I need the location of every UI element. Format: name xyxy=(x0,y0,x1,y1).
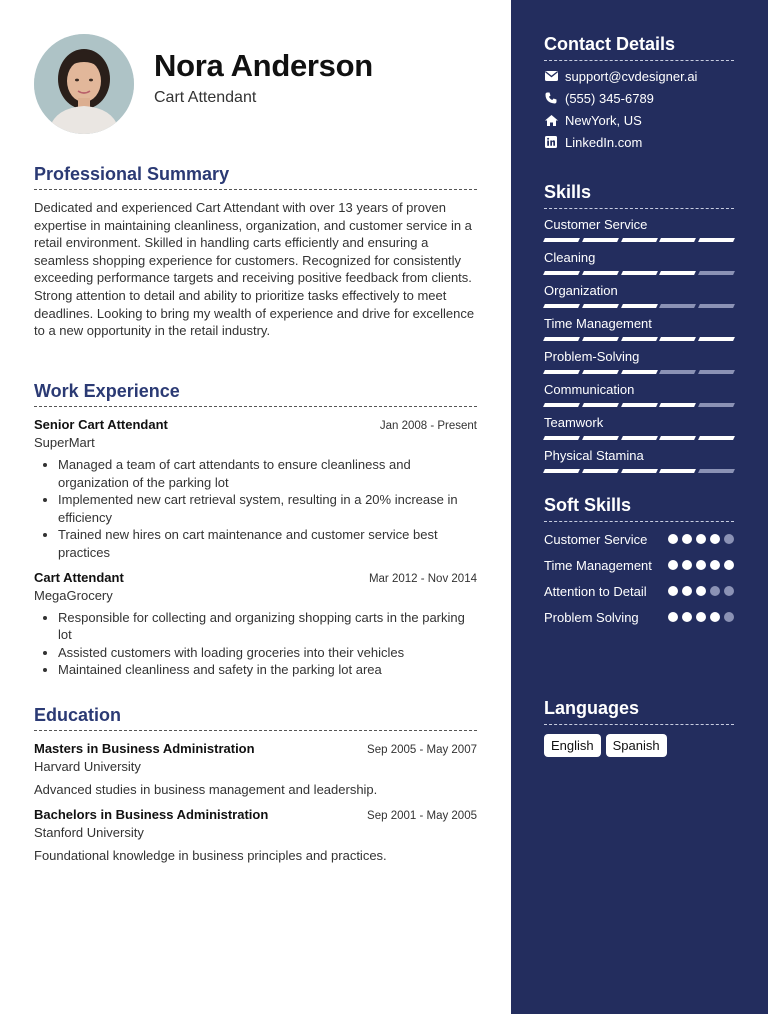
soft-skills-list xyxy=(544,531,734,626)
rating-dot xyxy=(724,534,734,544)
job-company: SuperMart xyxy=(34,435,95,450)
skill-level-segment xyxy=(543,370,580,374)
job-title: Senior Cart Attendant xyxy=(34,417,168,432)
education-entry xyxy=(34,741,477,797)
job-bullet: • Responsible for collecting and organizing shopping carts in the parking lot xyxy=(58,609,477,644)
skill-name: Time Management xyxy=(544,316,652,331)
skill-level-segment xyxy=(582,271,619,275)
languages-list xyxy=(544,734,734,757)
rating-dot xyxy=(682,612,692,622)
rating-dot xyxy=(710,560,720,570)
rating-dot xyxy=(710,612,720,622)
candidate-name: Nora Anderson xyxy=(154,48,373,83)
phone-text: (555) 345-6789 xyxy=(565,90,654,106)
contact-phone[interactable] xyxy=(544,91,734,105)
job-bullet: • Trained new hires on cart maintenance and customer service best practices xyxy=(58,526,477,561)
language-badge: Spanish xyxy=(606,734,667,757)
soft-skill-name: Attention to Detail xyxy=(544,584,647,599)
skill-name: Communication xyxy=(544,382,635,397)
skill-level-segment xyxy=(543,238,580,242)
skill-item xyxy=(544,217,734,242)
skill-level-bar xyxy=(544,304,734,308)
home-icon xyxy=(544,114,558,127)
skill-level-segment xyxy=(582,304,619,308)
degree-title: Bachelors in Business Administration xyxy=(34,807,269,822)
soft-skills-section xyxy=(544,495,734,626)
degree-description: Foundational knowledge in business principles and practices. xyxy=(34,848,387,863)
skills-title: Skills xyxy=(544,182,734,209)
skill-level-segment xyxy=(659,271,696,275)
skills-section xyxy=(544,182,734,473)
soft-skill-rating xyxy=(668,586,734,596)
skill-level-segment xyxy=(698,238,735,242)
job-bullet: • Maintained cleanliness and safety in the parking lot area xyxy=(58,661,477,679)
job-date: Jan 2008 - Present xyxy=(379,420,477,432)
skills-list xyxy=(544,217,734,473)
job-bullets xyxy=(34,609,477,679)
skill-level-segment xyxy=(543,271,580,275)
skill-level-segment xyxy=(621,403,658,407)
rating-dot xyxy=(668,560,678,570)
rating-dot xyxy=(668,534,678,544)
job-entry xyxy=(34,417,477,562)
rating-dot xyxy=(710,534,720,544)
rating-dot xyxy=(696,534,706,544)
skill-level-segment xyxy=(543,304,580,308)
degree-description: Advanced studies in business management and leadership. xyxy=(34,782,378,797)
skill-level-segment xyxy=(582,469,619,473)
skill-item xyxy=(544,448,734,473)
skill-level-segment xyxy=(582,370,619,374)
skill-level-segment xyxy=(582,337,619,341)
rating-dot xyxy=(696,612,706,622)
skill-level-segment xyxy=(543,436,580,440)
job-bullet: • Managed a team of cart attendants to ensure cleanliness and organization of the parking lot xyxy=(58,456,477,491)
soft-skill-item xyxy=(544,609,734,626)
contact-email[interactable] xyxy=(544,69,734,83)
skill-item xyxy=(544,349,734,374)
soft-skill-name: Time Management xyxy=(544,558,652,573)
skill-level-segment xyxy=(659,436,696,440)
rating-dot xyxy=(724,560,734,570)
profile-photo xyxy=(34,34,134,134)
soft-skill-rating xyxy=(668,534,734,544)
skill-level-segment xyxy=(698,469,735,473)
job-entry xyxy=(34,570,477,679)
skill-item xyxy=(544,415,734,440)
skill-level-segment xyxy=(659,370,696,374)
skill-level-bar xyxy=(544,403,734,407)
skill-level-segment xyxy=(659,469,696,473)
skill-level-segment xyxy=(621,469,658,473)
job-bullet: • Assisted customers with loading groceries into their vehicles xyxy=(58,644,477,662)
degree-date: Sep 2001 - May 2005 xyxy=(367,810,477,822)
skill-level-segment xyxy=(698,436,735,440)
skill-level-segment xyxy=(543,403,580,407)
skill-name: Customer Service xyxy=(544,217,648,232)
summary-text: Dedicated and experienced Cart Attendant with over 13 years of proven expertise in maintaining cleanliness, organization, and customer service in a retail environment. Skilled in handling carts efficiently and ensuring a seamless shopping experience for customers. Recognized for consistently exceeding performance targets and receiving positive feedback from clients. Strong attention to detail and ability to prioritize tasks effectively to meet deadlines. Looking to bring my wealth of experience and drive for excellence to a new opportunity in the retail industry. xyxy=(34,200,475,339)
linkedin-icon xyxy=(544,136,558,149)
job-company: MegaGrocery xyxy=(34,587,113,603)
skill-level-segment xyxy=(582,238,619,242)
languages-section xyxy=(544,698,734,757)
school-name: Harvard University xyxy=(34,759,141,774)
work-title: Work Experience xyxy=(34,381,477,407)
rating-dot xyxy=(724,612,734,622)
education-title: Education xyxy=(34,705,477,731)
job-date: Mar 2012 - Nov 2014 xyxy=(368,572,477,585)
skill-level-bar xyxy=(544,436,734,440)
skill-name: Problem-Solving xyxy=(544,349,640,364)
skill-level-bar xyxy=(544,271,734,275)
summary-section xyxy=(34,164,477,340)
skill-level-segment xyxy=(621,271,658,275)
skill-level-bar xyxy=(544,238,734,242)
soft-skills-title: Soft Skills xyxy=(544,495,734,522)
skill-level-segment xyxy=(543,469,580,473)
skill-item xyxy=(544,283,734,308)
soft-skill-item xyxy=(544,531,734,548)
rating-dot xyxy=(724,586,734,596)
skill-level-bar xyxy=(544,469,734,473)
rating-dot xyxy=(668,586,678,596)
degree-title: Masters in Business Administration xyxy=(34,741,255,756)
skill-name: Organization xyxy=(544,283,618,298)
job-bullet: • Implemented new cart retrieval system, resulting in a 20% increase in efficiency xyxy=(58,491,477,526)
skill-level-segment xyxy=(698,271,735,275)
avatar xyxy=(34,34,134,134)
skill-level-segment xyxy=(621,337,658,341)
languages-title: Languages xyxy=(544,698,734,725)
skill-name: Cleaning xyxy=(544,250,596,265)
phone-icon xyxy=(544,92,558,105)
linkedin-text: LinkedIn.com xyxy=(565,134,643,150)
rating-dot xyxy=(710,586,720,596)
skill-level-segment xyxy=(582,403,619,407)
skill-level-segment xyxy=(659,337,696,341)
rating-dot xyxy=(682,534,692,544)
language-badge: English xyxy=(544,734,601,757)
rating-dot xyxy=(668,612,678,622)
education-entry xyxy=(34,807,477,863)
skill-level-segment xyxy=(582,436,619,440)
resume-header xyxy=(34,34,477,134)
contact-linkedin[interactable] xyxy=(544,135,734,149)
soft-skill-rating xyxy=(668,612,734,622)
soft-skill-item xyxy=(544,557,734,574)
skill-level-segment xyxy=(543,337,580,341)
skill-level-segment xyxy=(659,304,696,308)
skill-level-segment xyxy=(659,403,696,407)
skill-name: Teamwork xyxy=(544,415,604,430)
school-name: Stanford University xyxy=(34,825,144,840)
soft-skill-name: Problem Solving xyxy=(544,610,639,625)
skill-level-bar xyxy=(544,337,734,341)
skill-level-segment xyxy=(698,304,735,308)
skill-level-segment xyxy=(698,337,735,341)
skill-item xyxy=(544,316,734,341)
email-text: support@cvdesigner.ai xyxy=(565,68,698,84)
job-bullets xyxy=(34,456,477,562)
skill-level-segment xyxy=(621,304,658,308)
skill-level-segment xyxy=(659,238,696,242)
skill-level-segment xyxy=(621,238,658,242)
skill-level-segment xyxy=(621,436,658,440)
degree-date: Sep 2005 - May 2007 xyxy=(367,744,477,756)
candidate-role: Cart Attendant xyxy=(154,89,257,106)
rating-dot xyxy=(682,586,692,596)
location-text: NewYork, US xyxy=(565,112,642,128)
contact-location xyxy=(544,113,734,127)
contact-section xyxy=(544,34,734,149)
soft-skill-item xyxy=(544,583,734,600)
work-section xyxy=(34,381,477,679)
skill-name: Physical Stamina xyxy=(544,448,644,463)
skill-level-segment xyxy=(698,403,735,407)
job-title: Cart Attendant xyxy=(34,569,124,585)
soft-skill-name: Customer Service xyxy=(544,532,648,547)
skill-level-segment xyxy=(621,370,658,374)
education-section xyxy=(34,705,477,863)
skill-level-segment xyxy=(698,370,735,374)
summary-title: Professional Summary xyxy=(34,164,477,190)
sidebar xyxy=(511,0,768,1014)
contact-title: Contact Details xyxy=(544,34,734,61)
envelope-icon xyxy=(544,70,558,83)
soft-skill-rating xyxy=(668,560,734,570)
rating-dot xyxy=(696,560,706,570)
rating-dot xyxy=(682,560,692,570)
skill-item xyxy=(544,250,734,275)
skill-item xyxy=(544,382,734,407)
skill-level-bar xyxy=(544,370,734,374)
rating-dot xyxy=(696,586,706,596)
